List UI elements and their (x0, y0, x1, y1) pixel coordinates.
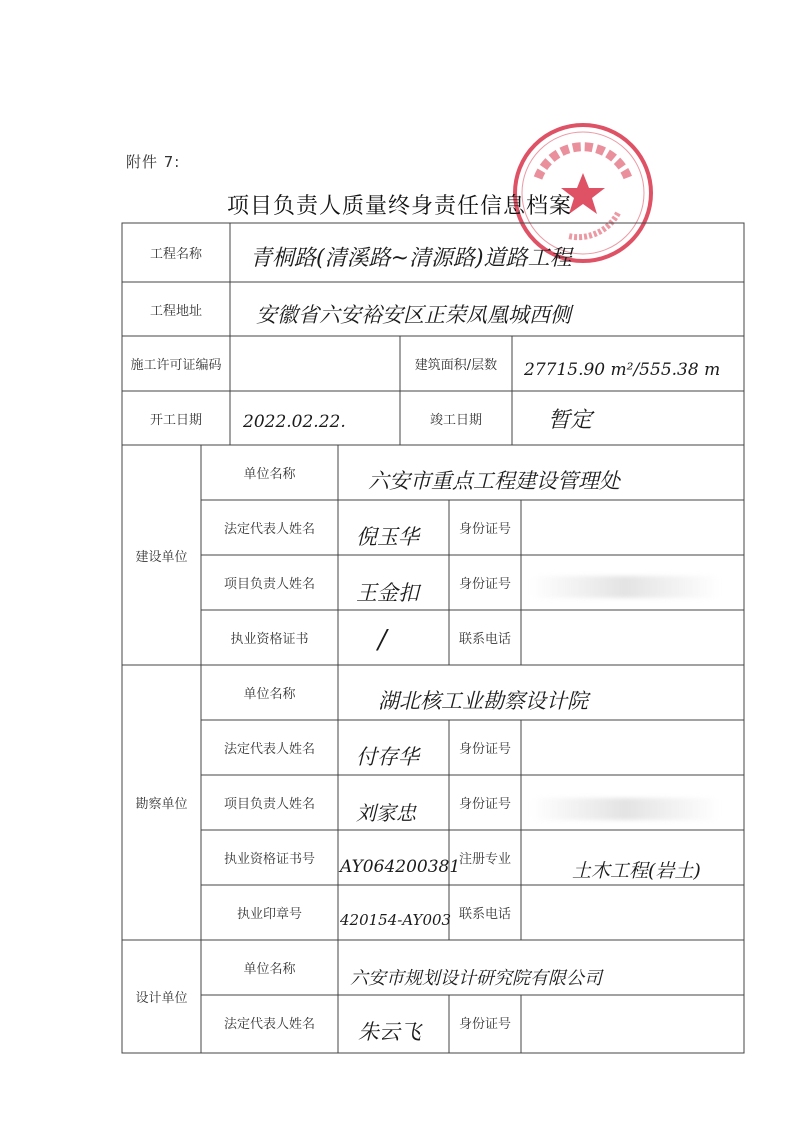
start-date-label: 开工日期 (149, 412, 202, 428)
design-unit-value: 六安市规划设计研究院有限公司 (350, 968, 602, 989)
redacted-id (530, 576, 720, 598)
finish-date-label: 竣工日期 (429, 412, 482, 428)
builder-pm-id-label: 身份证号 (458, 577, 511, 592)
survey-contact-label: 联系电话 (458, 907, 511, 922)
document-title: 项目负责人质量终身责任信息档案 (227, 194, 573, 219)
survey-pm-label: 项目负责人姓名 (223, 797, 315, 812)
survey-pm-value: 刘家忠 (356, 800, 416, 825)
finish-date-value: 暂定 (548, 407, 593, 433)
building-area-value: 27715.90 m²/555.38 m (524, 360, 721, 380)
builder-legal-value: 倪玉华 (356, 525, 419, 549)
survey-major-value: 土木工程(岩土) (572, 859, 701, 882)
survey-section-label: 勘察单位 (135, 797, 188, 812)
survey-seal-value: 420154-AY003 (340, 911, 452, 929)
survey-legal-value: 付存华 (356, 745, 419, 769)
survey-cert-value: AY064200381 (340, 857, 461, 877)
design-id-label: 身份证号 (458, 1017, 511, 1032)
start-date-value: 2022.02.22. (243, 412, 346, 432)
builder-cert-value: / (378, 625, 387, 655)
builder-id-label: 身份证号 (458, 522, 511, 537)
project-name-label: 工程名称 (149, 247, 202, 262)
builder-section-label: 建设单位 (135, 549, 188, 565)
survey-seal-label: 执业印章号 (236, 907, 302, 922)
design-unit-label: 单位名称 (243, 962, 296, 977)
project-address-value: 安徽省六安裕安区正荣凤凰城西侧 (256, 303, 571, 327)
survey-unit-value: 湖北核工业勘察设计院 (378, 689, 588, 713)
design-section-label: 设计单位 (135, 991, 188, 1006)
survey-major-label: 注册专业 (458, 852, 511, 867)
survey-unit-label: 单位名称 (243, 687, 296, 702)
survey-legal-label: 法定代表人姓名 (223, 742, 315, 757)
builder-legal-label: 法定代表人姓名 (223, 522, 315, 537)
builder-cert-label: 执业资格证书 (230, 632, 309, 647)
survey-id-label: 身份证号 (458, 742, 511, 757)
survey-cert-label: 执业资格证书号 (223, 852, 315, 867)
survey-pm-id-label: 身份证号 (458, 797, 511, 812)
permit-code-label: 施工许可证编码 (130, 358, 222, 373)
builder-pm-label: 项目负责人姓名 (223, 577, 315, 592)
builder-pm-value: 王金扣 (356, 581, 419, 605)
design-legal-label: 法定代表人姓名 (223, 1017, 315, 1032)
builder-unit-value: 六安市重点工程建设管理处 (368, 469, 620, 493)
building-area-label: 建筑面积/层数 (414, 358, 498, 373)
project-name-value: 青桐路(清溪路~清源路)道路工程 (250, 245, 572, 271)
builder-unit-label: 单位名称 (243, 467, 296, 482)
project-address-label: 工程地址 (149, 303, 202, 319)
attachment-label: 附件 7: (126, 153, 181, 171)
redacted-id (530, 798, 720, 820)
builder-contact-label: 联系电话 (458, 632, 511, 647)
design-legal-value: 朱云飞 (358, 1020, 421, 1044)
